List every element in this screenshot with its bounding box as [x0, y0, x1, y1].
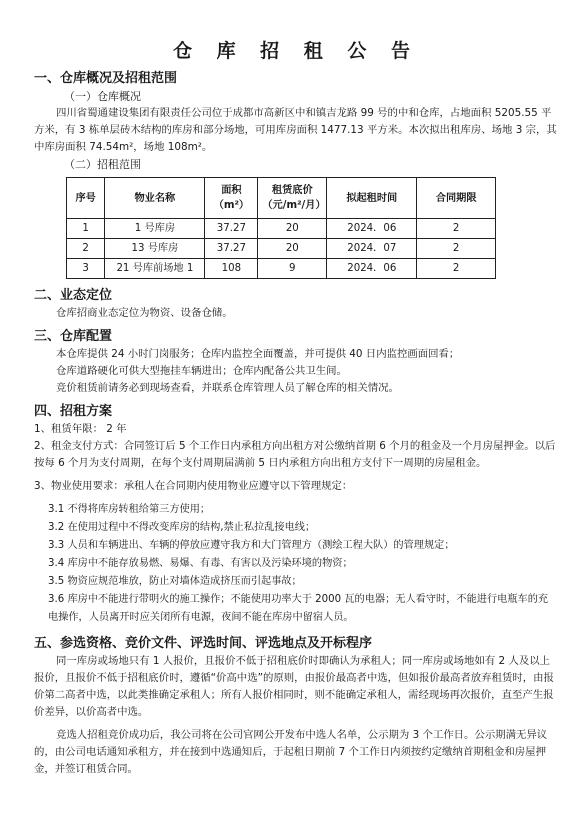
- config-line-2: 仓库道路硬化可供大型拖挂车辆进出；仓库内配备公共卫生间。: [56, 365, 347, 377]
- cell-term: 2: [417, 259, 496, 279]
- overview-paragraph: 四川省蜀通建设集团有限责任公司位于成都市高新区中和镇吉龙路 99 号的中和仓库，占地面积 5205.55 平方米，有 3 栋单层砖木结构的库房和部分场地，可用库房面积 1477.13 平方米。本次拟出租库房、场地 3 宗，其中库房面积 74.54m²，场地 108m²。: [34, 107, 557, 153]
- section-2-heading: 二、业态定位: [34, 288, 113, 303]
- col-header-area: 面积（m²）: [205, 178, 258, 219]
- subsection-overview-heading: （一）仓库概况: [64, 90, 141, 103]
- rule-item: 3.5 物资应规范堆放，防止对墙体造成挤压而引起事故；: [48, 576, 302, 587]
- col-header-start: 拟起租时间: [327, 178, 417, 219]
- cell-name: 13 号库房: [105, 239, 205, 259]
- subsection-scope-heading: （二）招租范围: [64, 158, 141, 171]
- payment-paragraph: 2、租金支付方式：合同签订后 5 个工作日内承租方向出租方对公缴纳首期 6 个月的租金及一个月房屋押金。以后按每 6 个月为支付周期，在每个支付周期届满前 5 日内承租方向出租方支付下一周期的房屋租金。: [34, 440, 556, 469]
- section-5-heading: 五、参选资格、竞价文件、评选时间、评选地点及开标程序: [34, 636, 373, 651]
- col-header-price: 租赁底价（元/m²/月）: [258, 178, 327, 219]
- selection-text: 同一库房或场地只有 1 人报价，且报价不低于招租底价时即确认为承租人；同一库房或场地如有 2 人及以上报价，且报价不低于招租底价时，遵循“价高中选”的原则，由报价最高者中选，但如报价最高者放弃租赁时，由报价第二高者中选，以此类推确定承租人；: [34, 655, 554, 701]
- table-row: [67, 259, 496, 279]
- selection-paragraph: [34, 653, 558, 721]
- selection-text-faded: 所有人报价相同时，则不能确定承租人，需经现场再次报价，直至产生报价差异，以价高者中选。: [34, 689, 554, 718]
- section-1-heading: 一、仓库概况及招租范围: [34, 71, 178, 86]
- cell-start: 2024．06: [327, 259, 417, 279]
- section-3-heading: 三、仓库配置: [34, 329, 113, 344]
- cell-price: 20: [258, 239, 327, 259]
- cell-area: 37.27: [205, 239, 258, 259]
- rule-item: 3.1 不得将库房转租给第三方使用；: [48, 504, 211, 515]
- rule-item: 3.3 人员和车辆进出、车辆的停放应遵守我方和大门管理方（测绘工程大队）的管理规定；: [48, 540, 455, 551]
- cell-area: 37.27: [205, 219, 258, 239]
- table-row: [67, 239, 496, 259]
- table-row: [67, 219, 496, 239]
- cell-no: 3: [67, 259, 105, 279]
- config-line-1: 本仓库提供 24 小时门岗服务；仓库内监控全面覆盖，并可提供 40 日内监控画面回看；: [56, 348, 460, 360]
- usage-requirements-line: 3、物业使用要求：承租人在合同期内使用物业应遵守以下管理规定：: [34, 480, 353, 492]
- cell-price: 9: [258, 259, 327, 279]
- cell-price: 20: [258, 219, 327, 239]
- col-header-name: 物业名称: [105, 178, 205, 219]
- rule-item: 3.4 库房中不能存放易燃、易爆、有毒、有害以及污染环境的物资；: [48, 558, 353, 569]
- cell-start: 2024．06: [327, 219, 417, 239]
- page-title: 仓 库 招 租 公 告: [172, 40, 420, 62]
- cell-start: 2024．07: [327, 239, 417, 259]
- lease-term-line: 1、租赁年限： 2 年: [34, 423, 127, 435]
- cell-name: 1 号库房: [105, 219, 205, 239]
- col-header-term: 合同期限: [417, 178, 496, 219]
- rule-item: 3.2 在使用过程中不得改变库房的结构,禁止私拉乱接电线；: [48, 522, 316, 533]
- announcement-paragraph: 竞选人招租竞价成功后，我公司将在公司官网公开发布中选人名单，公示期为 3 个工作日。公示期满无异议的，由公司电话通知承租方，并在接到中选通知后，于起租日期前 7 个工作日内须按约定缴纳首期租金和房屋押金，并签订租赁合同。: [34, 729, 548, 775]
- cell-no: 1: [67, 219, 105, 239]
- table-header-row: [67, 178, 496, 219]
- cell-name: 21 号库前场地 1: [105, 259, 205, 279]
- cell-no: 2: [67, 239, 105, 259]
- rule-item: 3.6 库房中不能进行带明火的施工操作；不能使用功率大于 2000 瓦的电器；无人看守时，不能进行电瓶车的充电操作，人员离开时应关闭所有电源，夜间不能在库房中留宿人员。: [48, 594, 549, 623]
- positioning-paragraph: 仓库招商业态定位为物资、设备仓储。: [56, 307, 233, 319]
- section-4-heading: 四、招租方案: [34, 404, 113, 419]
- cell-area: 108: [205, 259, 258, 279]
- col-header-no: 序号: [67, 178, 105, 219]
- cell-term: 2: [417, 219, 496, 239]
- lease-table: [66, 177, 496, 279]
- config-line-3: 竞价租赁前请务必到现场查看，并联系仓库管理人员了解仓库的相关情况。: [56, 382, 399, 394]
- cell-term: 2: [417, 239, 496, 259]
